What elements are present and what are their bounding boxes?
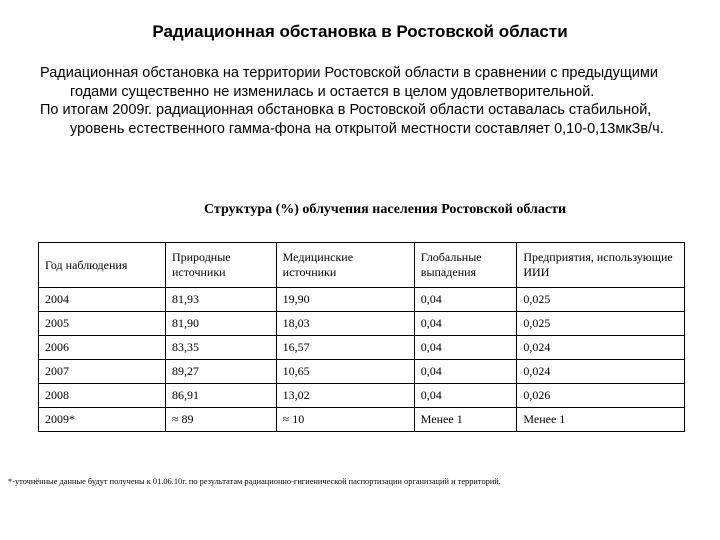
radiation-structure-table	[38, 242, 685, 432]
cell-natural: ≈ 89	[165, 408, 276, 432]
cell-natural: 83,35	[165, 336, 276, 360]
table-header-row	[39, 243, 685, 288]
cell-medical: ≈ 10	[276, 408, 414, 432]
cell-fallout: Менее 1	[414, 408, 517, 432]
header-natural-sources: Природные источники	[165, 243, 276, 288]
cell-enterprises: 0,026	[517, 384, 685, 408]
table-row	[39, 360, 685, 384]
cell-enterprises: 0,025	[517, 312, 685, 336]
table-row	[39, 384, 685, 408]
cell-natural: 86,91	[165, 384, 276, 408]
cell-enterprises: 0,024	[517, 360, 685, 384]
header-medical-sources: Медицинские источники	[276, 243, 414, 288]
cell-year: 2008	[39, 384, 166, 408]
cell-medical: 13,02	[276, 384, 414, 408]
table-row	[39, 288, 685, 312]
cell-year: 2009*	[39, 408, 166, 432]
cell-medical: 16,57	[276, 336, 414, 360]
cell-fallout: 0,04	[414, 288, 517, 312]
intro-paragraph: По итогам 2009г. радиационная обстановка в Ростовской области оставалась стабильной, уровень естественного гамма-фона на открытой местности составляет 0,10-0,13мкЗв/ч.	[40, 102, 664, 137]
intro-text	[40, 64, 690, 138]
header-global-fallout: Глобальные выпадения	[414, 243, 517, 288]
cell-year: 2007	[39, 360, 166, 384]
cell-natural: 81,90	[165, 312, 276, 336]
cell-medical: 19,90	[276, 288, 414, 312]
cell-natural: 89,27	[165, 360, 276, 384]
intro-paragraph: Радиационная обстановка на территории Ростовской области в сравнении с предыдущими годами существенно не изменилась и остается в целом удовлетворительной.	[40, 65, 658, 100]
cell-year: 2005	[39, 312, 166, 336]
header-year: Год наблюдения	[39, 243, 166, 288]
footnote: *-уточнённые данные будут получены к 01.06.10г. по результатам радиационно-гигиенической паспортизации организаций и территорий.	[8, 477, 501, 486]
cell-medical: 10,65	[276, 360, 414, 384]
cell-year: 2006	[39, 336, 166, 360]
page-title: Радиационная обстановка в Ростовской области	[152, 22, 568, 41]
cell-natural: 81,93	[165, 288, 276, 312]
table-row	[39, 312, 685, 336]
table-row	[39, 408, 685, 432]
header-enterprises: Предприятия, использующие ИИИ	[517, 243, 685, 288]
cell-fallout: 0,04	[414, 336, 517, 360]
cell-medical: 18,03	[276, 312, 414, 336]
cell-enterprises: 0,025	[517, 288, 685, 312]
cell-year: 2004	[39, 288, 166, 312]
cell-fallout: 0,04	[414, 312, 517, 336]
cell-fallout: 0,04	[414, 384, 517, 408]
table-row	[39, 336, 685, 360]
cell-fallout: 0,04	[414, 360, 517, 384]
cell-enterprises: 0,024	[517, 336, 685, 360]
cell-enterprises: Менее 1	[517, 408, 685, 432]
table-caption: Структура (%) облучения населения Ростовской области	[203, 202, 567, 217]
